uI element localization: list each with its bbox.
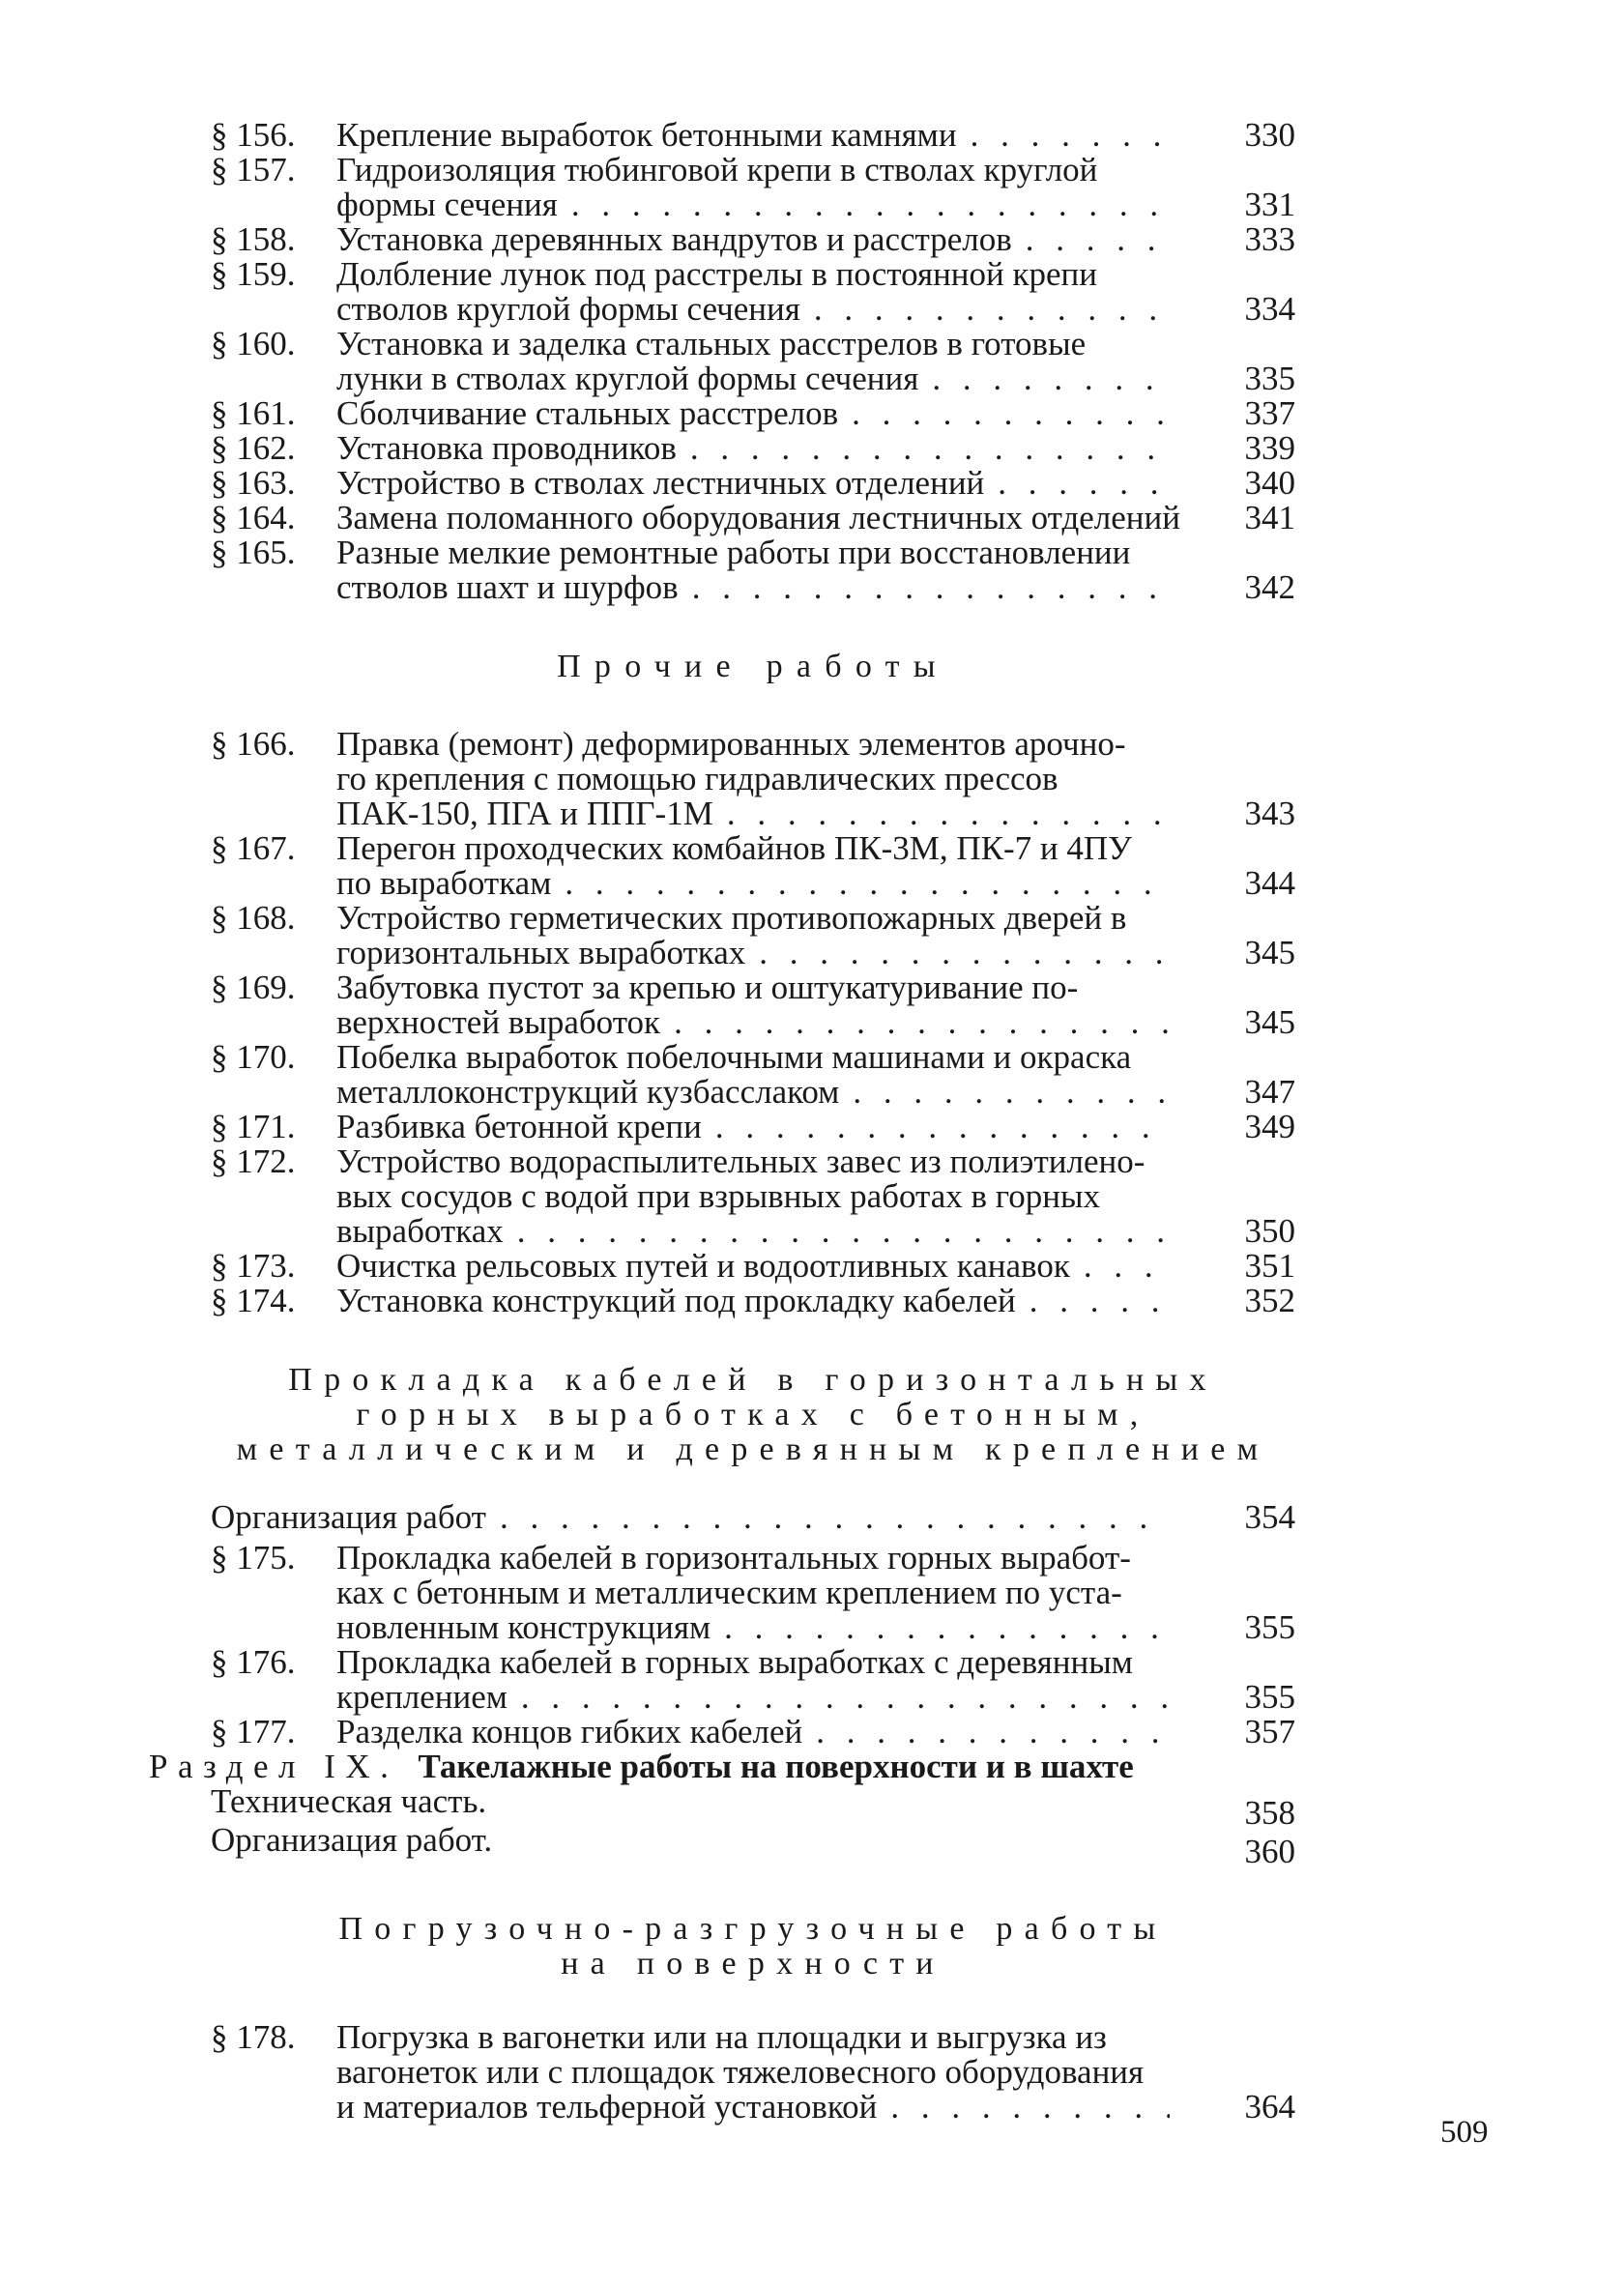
entry-title-line: стволов круглой формы сечения [336,290,800,328]
toc-entry [211,1249,1295,1284]
entry-title-line: Очистка рельсовых путей и водоотливных канавок [336,1247,1070,1285]
entry-title-line: креплением [336,1678,508,1716]
entry-title-line: Разбивка бетонной крепи [336,1108,702,1145]
entry-page: 334 [1244,290,1295,328]
toc-entry [211,831,1295,901]
entry-title-line: новленным конструкциям [336,1608,711,1646]
toc-entry [211,901,1295,970]
entry-page: 330 [1244,116,1295,154]
toc-entry [211,727,1295,831]
entry-title-line: Разные мелкие ремонтные работы при восстановлении [336,534,1131,571]
dot-leader [690,431,1170,466]
entry-title-line: металлоконструкций кузбасслаком [336,1073,840,1111]
entry-title-line: Установка и заделка стальных расстрелов в готовые [336,325,1087,362]
section-number: § 161. [211,394,296,432]
entry-page: 344 [1244,864,1295,902]
entry-title-line: Устройство водораспылительных завес из полиэтилено- [336,1142,1146,1180]
section-number: § 176. [211,1643,296,1681]
entry-page: 352 [1244,1282,1295,1319]
entry-page: 355 [1244,1608,1295,1646]
toc-entry-organization [211,1500,1295,1535]
section-number: § 170. [211,1038,296,1076]
toc-entry-technical-part [211,1782,1295,1832]
dot-leader [816,1715,1170,1750]
toc-block-other-works [211,727,1295,1318]
entry-title-line: вагонеток или с площадок тяжеловесного оборудования [336,2053,1145,2091]
entry-title-line: стволов шахт и шурфов [336,568,679,606]
entry-title-line: Побелка выработок побелочными машинами и окраска [336,1038,1132,1076]
entry-page: 337 [1244,394,1295,432]
toc-entry [211,1144,1295,1249]
entry-page: 333 [1244,220,1295,258]
entry-title-line: Прокладка кабелей в горных выработках с деревянным [336,1643,1133,1681]
entry-page: 349 [1244,1108,1295,1145]
heading-line: Прочие работы [557,649,949,684]
toc-entry [211,1040,1295,1110]
dot-leader [715,1110,1170,1144]
dot-leader [971,118,1170,153]
toc-block-cable-laying [211,1541,1295,1750]
entry-page: 364 [1244,2088,1295,2126]
dot-leader [517,1214,1170,1249]
entry-page: 343 [1244,795,1295,832]
entry-title-line: Разделка концов гибких кабелей [336,1713,803,1750]
dot-leader [852,396,1170,431]
part-heading [149,1750,1295,1784]
dot-leader [565,866,1170,901]
toc-entry [211,2020,1295,2125]
section-heading-loading-works [211,1912,1295,1981]
section-number: § 174. [211,1282,296,1319]
entry-title-line: лунки в стволах круглой формы сечения [336,360,919,397]
entry-title-line: го крепления с помощью гидравлических прессов [336,760,1058,797]
entry-title-line: Прокладка кабелей в горизонтальных горных выработ- [336,1539,1131,1576]
section-number: § 171. [211,1108,296,1145]
entry-title-line: ках с бетонным и металлическим креплением по уста- [336,1574,1122,1611]
heading-line: на поверхности [561,1946,945,1981]
section-heading-other-works [211,650,1295,684]
entry-title-line: Сболчивание стальных расстрелов [336,394,839,432]
dot-leader [814,292,1170,327]
entry-title-line: Забутовка пустот за крепью и оштукатуривание по- [336,969,1079,1006]
section-number: § 163. [211,464,296,502]
toc-column [149,116,1295,2126]
section-number: § 167. [211,829,296,867]
entry-page: 342 [1244,568,1295,606]
page-number: 509 [1440,2115,1489,2150]
entry-title-line: вых сосудов с водой при взрывных работах в горных [336,1177,1100,1215]
dot-leader [759,936,1170,970]
entry-title-line: Установка конструкций под прокладку кабелей [336,1282,1016,1319]
entry-title-line: Устройство герметических противопожарных дверей в [336,899,1127,937]
toc-entry-organization-rigging [211,1821,1295,1870]
entry-title-line: Долбление лунок под расстрелы в постоянной крепи [336,255,1098,293]
toc-block-shaft-works [211,118,1295,605]
section-number: § 158. [211,220,296,258]
entry-title-line: Гидроизоляция тюбинговой крепи в стволах круглой [336,151,1098,188]
entry-title-line: горизонтальных выработках [336,934,746,971]
section-number: § 162. [211,429,296,467]
dot-leader [932,362,1170,396]
toc-entry [211,1715,1295,1750]
dot-leader [571,188,1170,222]
entry-title-line: верхностей выработок [336,1003,661,1041]
dot-leader [500,1500,1170,1535]
toc-entry [211,501,1295,535]
dot-leader [890,2090,1170,2125]
entry-title: Техническая часть. [211,1782,487,1820]
toc-entry [211,257,1295,327]
toc-entry [211,970,1295,1040]
entry-title: Организация работ [211,1498,486,1536]
heading-line: металлическим и деревянным креплением [236,1432,1270,1467]
section-number: § 172. [211,1142,296,1180]
section-number: § 165. [211,534,296,571]
entry-page: 350 [1244,1212,1295,1250]
entry-page: 339 [1244,429,1295,467]
section-number: § 178. [211,2018,296,2056]
entry-page: 355 [1244,1678,1295,1716]
section-number: § 169. [211,969,296,1006]
toc-entry [211,222,1295,257]
section-number: § 157. [211,151,296,188]
toc-entry [211,153,1295,222]
entry-title-line: Крепление выработок бетонными камнями [336,116,957,154]
section-heading-cable-laying [211,1363,1295,1467]
section-number: § 164. [211,499,296,536]
section-number: § 160. [211,325,296,362]
entry-page: 357 [1244,1713,1295,1750]
entry-title-line: формы сечения [336,186,558,223]
entry-title-line: выработках [336,1212,504,1250]
section-number: § 175. [211,1539,296,1576]
entry-title: Организация работ. [211,1821,493,1859]
toc-entry [211,466,1295,501]
section-number: § 173. [211,1247,296,1285]
entry-page: 341 [1244,499,1295,536]
entry-page: 345 [1244,934,1295,971]
dot-leader [1084,1249,1170,1284]
toc-block-loading-works [211,2020,1295,2125]
entry-page: 340 [1244,464,1295,502]
entry-page: 358 [1244,1794,1295,1832]
dot-leader [692,570,1170,605]
section-number: § 159. [211,255,296,293]
entry-page: 345 [1244,1003,1295,1041]
entry-title-line: по выработкам [336,864,552,902]
toc-entry [211,118,1295,153]
entry-title-line: Устройство в стволах лестничных отделений [336,464,985,502]
entry-page: 351 [1244,1247,1295,1285]
toc-entry [211,1284,1295,1318]
entry-title-line: Установка проводников [336,429,677,467]
heading-line: Прокладка кабелей в горизонтальных [288,1362,1218,1398]
dot-leader [853,1075,1170,1110]
dot-leader [674,1005,1170,1040]
entry-page: 347 [1244,1073,1295,1111]
dot-leader [724,1610,1170,1645]
dot-leader [521,1680,1170,1715]
entry-title-line: ПАК-150, ПГА и ППГ-1М [336,795,713,832]
dot-leader [1030,1284,1170,1318]
entry-page: 331 [1244,186,1295,223]
toc-entry [211,1110,1295,1144]
section-number: § 166. [211,725,296,763]
entry-title-line: и материалов тельферной установкой [336,2088,878,2126]
toc-entry [211,535,1295,605]
section-number: § 168. [211,899,296,937]
entry-page: 335 [1244,360,1295,397]
entry-title-line: Установка деревянных вандрутов и расстрелов [336,220,1012,258]
dot-leader [998,466,1170,501]
toc-entry [211,327,1295,396]
toc-entry [211,431,1295,466]
dot-leader [727,796,1170,831]
entry-page: 360 [1244,1833,1295,1870]
part-label: Раздел IX. [149,1748,399,1785]
dot-leader [1026,222,1170,257]
toc-entry [211,1645,1295,1715]
entry-title-line: Правка (ремонт) деформированных элементов арочно- [336,725,1126,763]
section-number: § 177. [211,1713,296,1750]
heading-line: горных выработках с бетонным, [356,1397,1150,1432]
toc-entry [211,396,1295,431]
entry-title-line: Погрузка в вагонетки или на площадки и выгрузка из [336,2018,1107,2056]
part-title: Такелажные работы на поверхности и в шахте [418,1748,1134,1785]
heading-line: Погрузочно-разгрузочные работы [338,1911,1168,1947]
section-number: § 156. [211,116,296,154]
entry-page: 354 [1244,1498,1295,1536]
entry-title-line: Перегон проходческих комбайнов ПК-3М, ПК-7 и 4ПУ [336,829,1132,867]
toc-entry [211,1541,1295,1645]
entry-title-line: Замена поломанного оборудования лестничных отделений [336,499,1181,536]
